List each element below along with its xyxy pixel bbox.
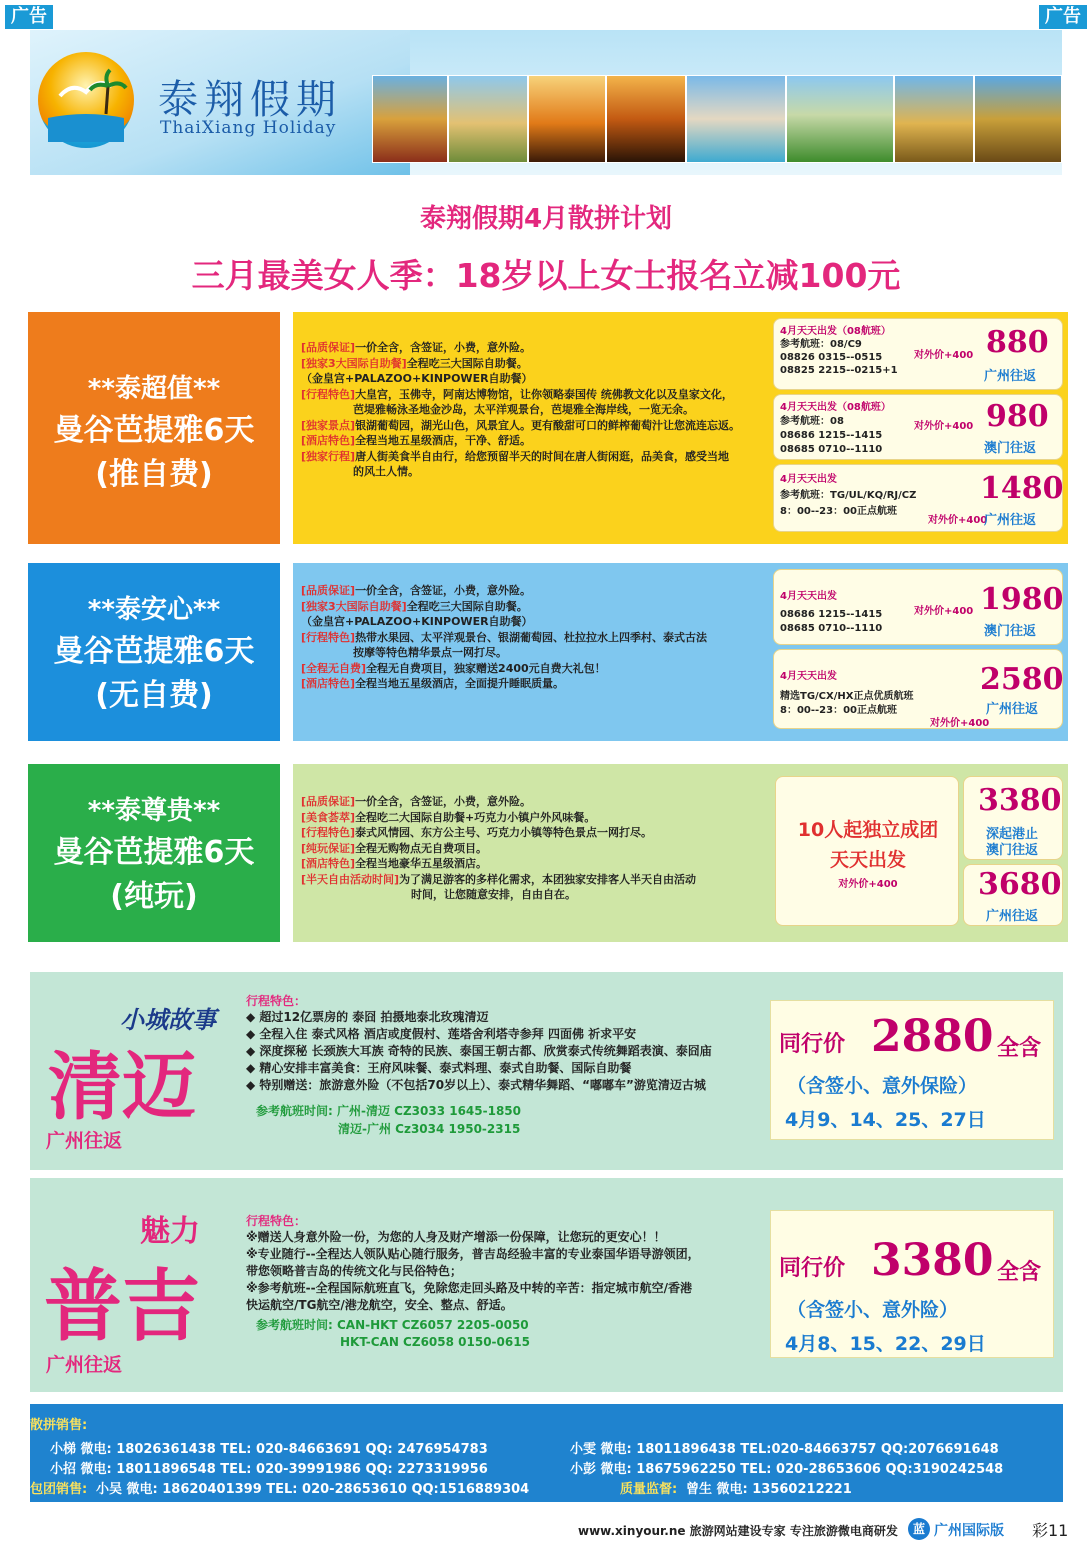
route-subtitle: 魅力 — [140, 1214, 200, 1249]
edition-name: 广州国际版 — [934, 1523, 1004, 1539]
offer-box: 4月天天出发（08航班） 参考航班：08 08686 1215--1415 08685 0710--1110 对外价+400 980 澳门往返 — [773, 394, 1063, 460]
feature-list: [品质保证]一价全含，含签证，小费，意外险。 [独家3大国际自助餐]全程吃三大国际自助餐。 （金皇宫+PALAZOO+KINPOWER自助餐） [行程特色]大皇宫，玉佛寺，阿南达博物馆，让你领略泰国传 统佛教文化以及皇家文化， 芭堤雅畅泳圣地金沙岛，太平洋观景台，芭堤雅全海岸线，一览无余。 [独家景点]银湖葡萄园，湖光山色，风景宜人。更有酸甜可口的鲜榨葡萄汁让您流连忘返。 [酒店特色]全程当地五星级酒店，干净、舒适。 [独家行程]唐人街美食半自由行，给您预留半天的时间在唐人街闲逛，品美食，感受当地 的风土人情。 — [301, 341, 741, 478]
ruins-photo — [448, 75, 528, 163]
daily-departure: 天天出发 — [829, 849, 906, 871]
product-panel-zungui — [293, 764, 1068, 942]
product-tile-anxin — [28, 563, 280, 741]
offer-box: 4月天天出发 参考航班：TG/UL/KQ/RJ/CZ 8：00--23：00正点航班 对外价+400 1480 广州往返 — [773, 464, 1063, 532]
offer-box: 3680 广州往返 — [963, 864, 1063, 926]
product-type: (纯玩) — [110, 879, 198, 914]
departure-city: 广州往返 — [986, 702, 1039, 717]
product-name: **泰超值** — [87, 374, 221, 404]
route-price: 3380 — [871, 1235, 994, 1286]
price: 3680 — [978, 867, 1062, 902]
brand-name-en: ThaiXiang Holiday — [160, 118, 337, 138]
product-route: 曼谷芭提雅6天 — [53, 835, 255, 870]
departure-city: 澳门往返 — [984, 441, 1037, 456]
product-name: **泰尊贵** — [87, 796, 221, 826]
price: 980 — [986, 399, 1049, 434]
group-min: 10人起独立成团 — [797, 819, 939, 841]
route-subtitle: 小城故事 — [120, 1006, 216, 1034]
sunset-pagoda-photo — [606, 75, 686, 163]
route-city: 普吉 — [44, 1261, 201, 1352]
brand-name-cn: 泰翔假期 — [158, 77, 342, 123]
promo-banner: 三月最美女人季：18岁以上女士报名立减100元 — [191, 256, 901, 295]
price: 880 — [986, 325, 1049, 360]
route-price: 2880 — [871, 1011, 994, 1062]
page-number: 彩11 — [1032, 1521, 1069, 1540]
feature-list: [品质保证]一价全含，含签证，小费，意外险。 [独家3大国际自助餐]全程吃三大国际自助餐。 （金皇宫+PALAZOO+KINPOWER自助餐） [行程特色]热带水果园、太平洋观景台、银湖葡萄园、杜拉拉水上四季村、泰式古法 按摩等特色精华景点一网打尽。 [全程无自费]全程无自费项目，独家赠送2400元自费大礼包！ [酒店特色]全程当地五星级酒店，全面提升睡眠质量。 — [301, 584, 708, 690]
sun-palm-logo — [38, 52, 134, 148]
ad-label-right: 广告 — [1039, 5, 1087, 29]
product-panel-anxin — [293, 563, 1068, 741]
feature-list: [品质保证]一价全含，含签证，小费，意外险。 [美食荟萃]全程吃二大国际自助餐+巧克力小镇户外风味餐。 [行程特色]泰式风情园、东方公主号、巧克力小镇等特色景点一网打尽。 [纯玩保证]全程无购物点无自费项目。 [酒店特色]全程当地豪华五星级酒店。 [半天自由活动时间]为了满足游客的多样化需求，本团独家安排客人半天自由活动 时间，让您随意安排，自由自在。 — [301, 795, 697, 901]
offer-box: 4月天天出发 精选TG/CX/HX正点优质航班 8：00--23：00正点航班 对外价+400 2580 广州往返 — [773, 649, 1063, 729]
departure-dates: 4月8、15、22、29日 — [785, 1333, 986, 1355]
temple-photo — [372, 75, 448, 163]
price: 3380 — [978, 783, 1062, 818]
product-type: (无自费) — [95, 678, 213, 713]
product-panel-chaozhi — [293, 312, 1068, 544]
product-tile-zungui — [28, 764, 280, 942]
header-banner — [30, 30, 1062, 175]
ad-label-left: 广告 — [5, 5, 53, 29]
departure-city: 广州往返 — [984, 513, 1037, 528]
price: 1980 — [980, 582, 1064, 617]
plan-title: 泰翔假期4月散拼计划 — [419, 204, 673, 234]
route-phuket: 魅力 普吉 广州往返 行程特色： ※赠送人身意外险一份，为您的人身及财产增添一份保障，让您玩的更安心！！ ※专业随行--全程达人领队贴心随行服务，普吉岛经验丰富的专业泰国华语导游领团， 带您领略普吉岛的传统文化与民俗特色； ※参考航班--全程国际航班直飞，免除您走回头路及中转的辛苦：指定城市航空/香港 快运航空/TG航空/港龙航空，安全、整点、舒适。 参考航班时间: CAN-HKT CZ6057 2205-0050 HKT-CAN CZ6058 0150-0615 同行价 3380 全含 （含签小、意外险） 4月8、15、22、29日 — [30, 1178, 1063, 1392]
edition-badge: 蓝 — [908, 1518, 930, 1540]
departure-city: 澳门往返 — [984, 624, 1037, 639]
offer-box: 4月天天出发 08686 1215--1415 08685 0710--1110 对外价+400 1980 澳门往返 — [773, 569, 1063, 645]
sunset-photo — [528, 75, 606, 163]
product-type: (推自费) — [95, 457, 213, 492]
resort-pool-photo — [686, 75, 786, 163]
site-credit: www.xinyour.ne 旅游网站建设专家 专注旅游微电商研发 — [578, 1524, 898, 1538]
offer-box: 3380 深起港止 澳门往返 — [963, 776, 1063, 860]
product-tile-chaozhi — [28, 312, 280, 544]
price-box: 同行价 2880 全含 （含签小、意外保险） 4月9、14、25、27日 — [770, 1000, 1054, 1140]
departure-city: 广州往返 — [984, 369, 1037, 384]
golf-course-photo — [786, 75, 894, 163]
offer-box: 4月天天出发（08航班） 参考航班：08/C9 08826 0315--0515 08825 2215--0215+1 对外价+400 880 广州往返 — [773, 318, 1063, 390]
route-city: 清迈 — [48, 1044, 196, 1130]
pagoda-photo — [894, 75, 974, 163]
palace-photo — [974, 75, 1062, 163]
price: 1480 — [980, 471, 1064, 506]
route-chiangmai: 小城故事 清迈 广州往返 行程特色： ◆ 超过12亿票房的 泰囧 拍摄地泰北玫瑰清迈 ◆ 全程入住 泰式风格 酒店或度假村、莲塔舍利塔寺参拜 四面佛 祈求平安 ◆ 深度探秘 长颈族大耳族 奇特的民族、泰国王朝古都、欣赏泰式传统舞蹈表演、泰囧庙 ◆ 精心安排丰富美食：王府风味餐、泰式料理、泰式自助餐、国际自助餐 ◆ 特别赠送：旅游意外险（不包括70岁以上）、泰式精华舞蹈、“嘟嘟车”游览清迈古城 参考航班时间: 广州-清迈 CZ3033 1645-1850 清迈-广州 Cz3034 1950-2315 同行价 2880 全含 （含签小、意外保险） 4月9、14、25、27日 — [30, 972, 1063, 1170]
group-tour-box: 10人起独立成团 天天出发 对外价+400 — [775, 776, 959, 926]
price: 2580 — [980, 662, 1064, 697]
product-name: **泰安心** — [87, 595, 221, 625]
contact-panel: 散拼销售: 小梯 微电: 18026361438 TEL: 020-84663691 QQ: 2476954783 小雯 微电: 18011896438 TEL:020-84663757 QQ:2076691648 小招 微电: 18011896548 TEL: 020-39991986 QQ: 2273319956 小彭 微电: 18675962250 TEL: 020-28653606 QQ:3190242548 包团销售: 小吴 微电: 18620401399 TEL: 020-28653610 QQ:1516889304 质量监督: 曾生 微电: 13560212221 — [30, 1404, 1063, 1502]
departure-dates: 4月9、14、25、27日 — [785, 1109, 986, 1131]
product-route: 曼谷芭提雅6天 — [53, 634, 255, 669]
price-box: 同行价 3380 全含 （含签小、意外险） 4月8、15、22、29日 — [770, 1210, 1054, 1358]
product-route: 曼谷芭提雅6天 — [53, 413, 255, 448]
